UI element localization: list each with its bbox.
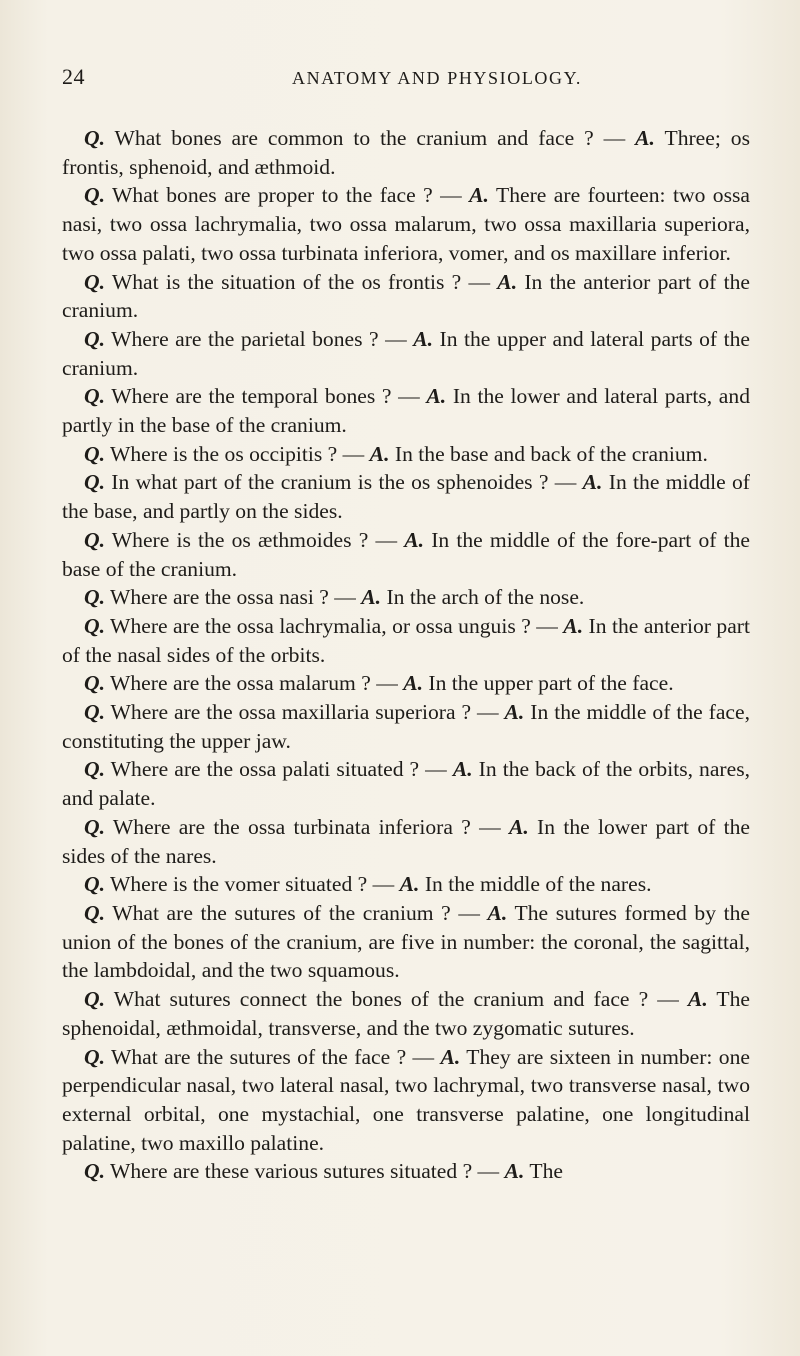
answer-marker: A. [361, 585, 382, 610]
question-marker: Q. [84, 384, 105, 409]
answer-marker: A. [508, 814, 529, 839]
answer-text: They are sixteen in number: one perpendicular nasal, two lateral nasal, two lachrymal, two transverse nasal, two external orbital, one mystachial, one transverse palatine, one longitudinal palatine, two maxillo palatine. [62, 1044, 750, 1155]
qa-paragraph [62, 669, 750, 698]
answer-marker: A. [469, 183, 489, 208]
question-marker: Q. [84, 757, 105, 782]
answer-text: The [524, 1159, 563, 1184]
question-text: Where are the ossa nasi ? — [105, 585, 362, 610]
answer-marker: A. [399, 872, 420, 897]
answer-text: In the back of the orbits, nares, and palate. [62, 757, 750, 811]
answer-marker: A. [440, 1044, 461, 1069]
question-text: Where are the ossa maxillaria superiora ? — [105, 700, 505, 725]
question-text: What sutures connect the bones of the cranium and face ? — [105, 987, 688, 1012]
answer-text: In the anterior part of the nasal sides of the orbits. [62, 613, 750, 667]
question-text: Where are the ossa turbinata inferiora ? — [105, 814, 509, 839]
answer-marker: A. [563, 613, 584, 638]
answer-marker: A. [404, 527, 425, 552]
question-text: Where are the ossa palati situated ? — [105, 757, 453, 782]
answer-marker: A. [635, 126, 655, 150]
question-text: What are the sutures of the face ? — [105, 1044, 441, 1069]
answer-text: In the lower part of the sides of the nares. [62, 814, 750, 868]
qa-paragraph [62, 612, 750, 669]
qa-paragraph [62, 813, 750, 870]
answer-text: In the base and back of the cranium. [389, 441, 708, 466]
question-marker: Q. [84, 269, 105, 294]
question-marker: Q. [84, 613, 105, 638]
answer-text: In the middle of the nares. [419, 872, 652, 897]
question-text: What are the sutures of the cranium ? — [105, 900, 488, 925]
qa-paragraph [62, 583, 750, 612]
question-marker: Q. [84, 700, 105, 725]
answer-marker: A. [497, 269, 518, 294]
question-text: Where are the ossa lachrymalia, or ossa unguis ? — [105, 613, 564, 638]
answer-marker: A. [487, 900, 508, 925]
question-marker: Q. [84, 900, 105, 925]
qa-paragraph [62, 268, 750, 325]
answer-text: Three; os frontis, sphenoid, and æthmoid. [62, 126, 750, 179]
question-marker: Q. [84, 1159, 105, 1184]
answer-text: In the lower and lateral parts, and partly in the base of the cranium. [62, 384, 750, 438]
answer-text: In the upper and lateral parts of the cranium. [62, 326, 750, 380]
answer-text: In the middle of the face, constituting the upper jaw. [62, 700, 750, 753]
question-answer-list [62, 124, 750, 1186]
question-text: In what part of the cranium is the os sphenoides ? — [105, 470, 583, 495]
answer-text: In the middle of the fore-part of the base of the cranium. [62, 527, 750, 581]
answer-marker: A. [687, 987, 708, 1012]
qa-paragraph [62, 181, 750, 267]
running-title: ANATOMY AND PHYSIOLOGY. [292, 68, 582, 88]
running-head [62, 64, 750, 104]
question-marker: Q. [84, 872, 105, 897]
answer-marker: A. [452, 757, 473, 782]
question-marker: Q. [84, 1044, 105, 1069]
qa-paragraph [62, 382, 750, 439]
answer-marker: A. [504, 700, 525, 725]
answer-text: The sutures formed by the union of the bones of the cranium, are five in number: the coronal, the sagittal, the lambdoidal, and the two squamous. [62, 900, 750, 983]
question-marker: Q. [84, 126, 105, 150]
question-text: What is the situation of the os frontis ? — [105, 269, 498, 294]
question-text: Where are the temporal bones ? — [105, 384, 427, 409]
question-marker: Q. [84, 441, 105, 466]
qa-paragraph [62, 440, 750, 469]
qa-paragraph [62, 870, 750, 899]
question-marker: Q. [84, 671, 105, 696]
question-text: Where are the parietal bones ? — [105, 326, 414, 351]
answer-marker: A. [413, 326, 433, 351]
question-marker: Q. [84, 326, 105, 351]
answer-marker: A. [504, 1159, 525, 1184]
qa-paragraph [62, 124, 750, 181]
question-text: What bones are common to the cranium and face ? — [105, 126, 636, 150]
qa-paragraph [62, 468, 750, 525]
qa-paragraph [62, 1157, 750, 1186]
question-marker: Q. [84, 527, 105, 552]
question-marker: Q. [84, 470, 105, 495]
question-text: What bones are proper to the face ? — [105, 183, 470, 208]
answer-text: In the arch of the nose. [381, 585, 585, 610]
answer-text: In the anterior part of the cranium. [62, 269, 750, 323]
question-text: Where are the ossa malarum ? — [105, 671, 404, 696]
question-text: Where is the vomer situated ? — [105, 872, 400, 897]
answer-marker: A. [403, 671, 424, 696]
qa-paragraph [62, 899, 750, 985]
answer-text: There are fourteen: two ossa nasi, two ossa lachrymalia, two ossa malarum, two ossa maxillaria superiora, two ossa palati, two ossa turbinata inferiora, vomer, and os maxillare inferior. [62, 183, 750, 265]
question-marker: Q. [84, 183, 105, 208]
qa-paragraph [62, 526, 750, 583]
question-text: Where is the os æthmoides ? — [105, 527, 405, 552]
qa-paragraph [62, 1043, 750, 1158]
question-marker: Q. [84, 585, 105, 610]
answer-text: The sphenoidal, æthmoidal, transverse, and the two zygomatic sutures. [62, 987, 750, 1040]
page-number: 24 [62, 64, 85, 89]
question-marker: Q. [84, 814, 105, 839]
answer-marker: A. [582, 470, 603, 495]
question-text: Where is the os occipitis ? — [105, 441, 370, 466]
question-marker: Q. [84, 987, 105, 1012]
question-text: Where are these various sutures situated ? — [105, 1159, 505, 1184]
answer-text: In the upper part of the face. [423, 671, 674, 696]
qa-paragraph [62, 325, 750, 382]
answer-marker: A. [369, 441, 390, 466]
qa-paragraph [62, 755, 750, 812]
qa-paragraph [62, 698, 750, 755]
qa-paragraph [62, 985, 750, 1042]
answer-marker: A. [426, 384, 447, 409]
answer-text: In the middle of the base, and partly on the sides. [62, 470, 750, 524]
